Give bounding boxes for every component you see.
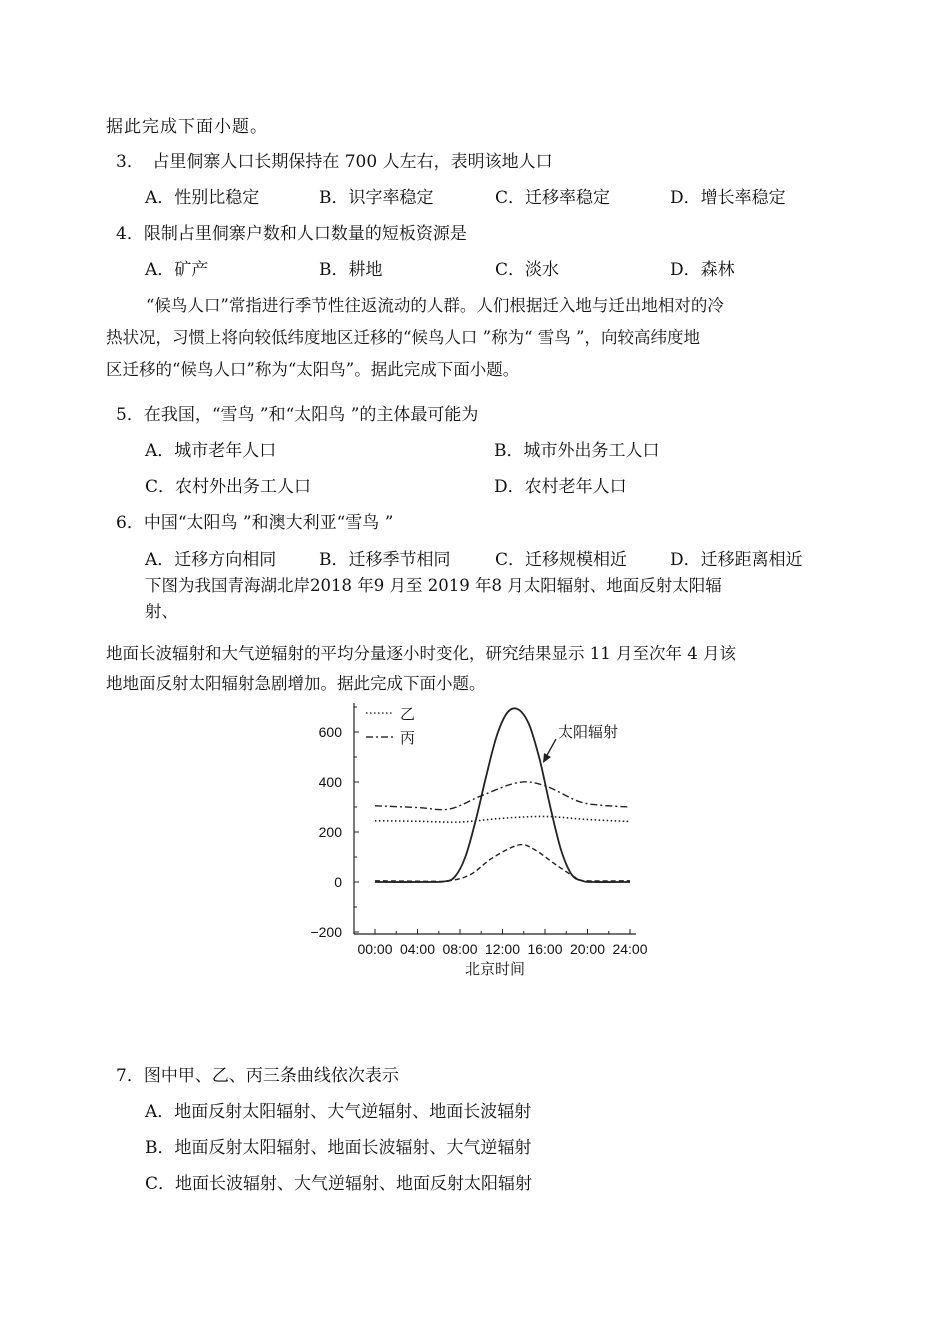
question-5-stem: 5．在我国，“雪鸟 ”和“太阳鸟 ”的主体最可能为	[116, 405, 479, 425]
question-7-stem: 7．图中甲、乙、丙三条曲线依次表示	[116, 1066, 399, 1086]
x-tick-label: 00:00	[357, 941, 393, 957]
q3-option-d[interactable]: D．增长率稳定	[670, 188, 786, 208]
x-tick-label: 16:00	[527, 941, 563, 957]
passage-3-line-4: 地地面反射太阳辐射急剧增加。据此完成下面小题。	[106, 674, 486, 693]
passage-3-line-1: 下图为我国青海湖北岸2018 年9 月至 2019 年8 月太阳辐射、地面反射太阳辐	[145, 576, 722, 595]
annotation-arrow	[546, 739, 556, 757]
y-tick-label: 200	[318, 824, 342, 840]
y-tick-label: 0	[334, 874, 342, 890]
x-tick-label: 08:00	[442, 941, 478, 957]
series-line-3	[375, 845, 630, 882]
question-4-stem: 4．限制占里侗寨户数和人口数量的短板资源是	[116, 224, 467, 244]
q5-option-b[interactable]: B．城市外出务工人口	[494, 441, 660, 461]
y-tick-label: 600	[318, 724, 342, 740]
q5-option-a[interactable]: A．城市老年人口	[145, 441, 277, 461]
series-line-2	[375, 782, 630, 810]
q6-option-a[interactable]: A．迁移方向相同	[145, 550, 277, 570]
q6-option-c[interactable]: C．迁移规模相近	[495, 550, 628, 570]
q6-option-d[interactable]: D．迁移距离相近	[670, 550, 803, 570]
passage-3-line-3: 地面长波辐射和大气逆辐射的平均分量逐小时变化，研究结果显示 11 月至次年 4 月该	[106, 644, 736, 663]
q3-option-b[interactable]: B．识字率稳定	[319, 188, 434, 208]
intro-line: 据此完成下面小题。	[106, 117, 268, 137]
q7-option-b[interactable]: B．地面反射太阳辐射、地面长波辐射、大气逆辐射	[145, 1138, 532, 1158]
legend-label-bing: 丙	[400, 730, 416, 747]
q7-option-a[interactable]: A．地面反射太阳辐射、大气逆辐射、地面长波辐射	[145, 1102, 532, 1122]
q4-option-c[interactable]: C．淡水	[495, 260, 560, 280]
passage-2-line-2: 热状况，习惯上将向较低纬度地区迁移的“候鸟人口 ”称为“ 雪鸟 ”，向较高纬度地	[106, 328, 700, 347]
y-tick-label: −200	[310, 924, 342, 940]
q3-option-c[interactable]: C．迁移率稳定	[495, 188, 611, 208]
passage-3-line-2: 射、	[145, 602, 178, 621]
question-3-stem: 3． 占里侗寨人口长期保持在 700 人左右，表明该地人口	[116, 152, 553, 172]
passage-2-line-3: 区迁移的“候鸟人口”称为“太阳鸟”。据此完成下面小题。	[106, 360, 520, 379]
q4-option-b[interactable]: B．耕地	[319, 260, 383, 280]
radiation-line-chart	[290, 695, 670, 990]
q5-option-c[interactable]: C．农村外出务工人口	[145, 477, 312, 497]
passage-2-line-1: “候鸟人口”常指进行季节性往返流动的人群。人们根据迁入地与迁出地相对的冷	[146, 296, 724, 315]
q4-option-d[interactable]: D．森林	[670, 260, 735, 280]
q7-option-c[interactable]: C．地面长波辐射、大气逆辐射、地面反射太阳辐射	[145, 1174, 533, 1194]
x-tick-label: 12:00	[484, 941, 521, 957]
q3-option-a[interactable]: A．性别比稳定	[145, 188, 260, 208]
q5-option-d[interactable]: D．农村老年人口	[494, 477, 627, 497]
annotation-solar-radiation: 太阳辐射	[558, 724, 619, 741]
x-tick-label: 20:00	[569, 941, 606, 957]
x-axis-title: 北京时间	[464, 961, 526, 978]
legend-label-yi: 乙	[400, 706, 416, 723]
q6-option-b[interactable]: B．迁移季节相同	[319, 550, 451, 570]
x-tick-label: 04:00	[399, 941, 436, 957]
q4-option-a[interactable]: A．矿产	[145, 260, 209, 280]
y-tick-label: 400	[318, 774, 342, 790]
series-line-1	[375, 816, 630, 822]
x-tick-label: 24:00	[612, 941, 648, 957]
question-6-stem: 6．中国“太阳鸟 ”和澳大利亚“雪鸟 ”	[116, 513, 394, 533]
